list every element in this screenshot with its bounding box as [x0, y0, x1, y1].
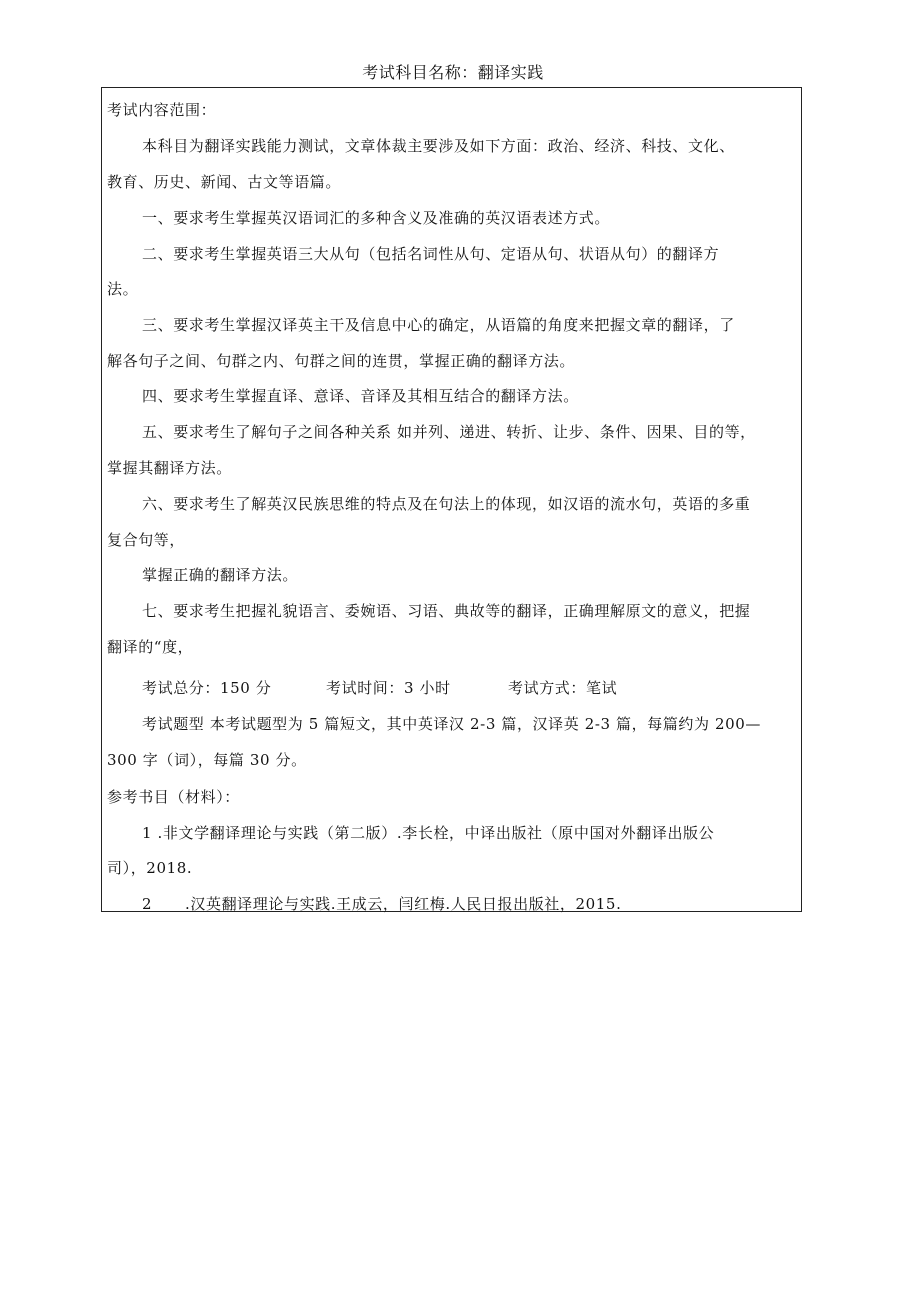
exam-mode: 考试方式：笔试 — [508, 679, 618, 697]
requirement-4: 四、要求考生掌握直译、意译、音译及其相互结合的翻译方法。 — [142, 387, 579, 405]
requirement-1: 一、要求考生掌握英汉语词汇的多种含义及准确的英汉语表述方式。 — [142, 209, 611, 227]
question-type-line-2: 300 字（词），每篇 30 分。 — [107, 751, 307, 769]
intro-line-1: 本科目为翻译实践能力测试，文章体裁主要涉及如下方面：政治、经济、科技、文化、 — [142, 137, 735, 155]
scope-label: 考试内容范围： — [107, 101, 217, 119]
content-table — [101, 87, 802, 912]
exam-info-row — [102, 678, 801, 698]
document-title: 考试科目名称：翻译实践 — [362, 63, 544, 82]
question-type-line-1: 考试题型 本考试题型为 5 篇短文，其中英译汉 2-3 篇，汉译英 2-3 篇，每篇约为 200— — [142, 715, 762, 733]
requirement-6-line-1: 六、要求考生了解英汉民族思维的特点及在句法上的体现，如汉语的流水句，英语的多重 — [142, 495, 751, 513]
requirement-2-line-2: 法。 — [107, 280, 139, 298]
references-label: 参考书目（材料）： — [107, 788, 240, 806]
requirement-5-line-2: 掌握其翻译方法。 — [107, 459, 232, 477]
exam-total-score: 考试总分：150 分 — [142, 679, 272, 697]
exam-duration: 考试时间：3 小时 — [326, 679, 451, 697]
requirement-3-line-2: 解各句子之间、句群之内、句群之间的连贯，掌握正确的翻译方法。 — [107, 352, 576, 370]
intro-line-2: 教育、历史、新闻、古文等语篇。 — [107, 173, 342, 191]
requirement-3-line-1: 三、要求考生掌握汉译英主干及信息中心的确定，从语篇的角度来把握文章的翻译，了 — [142, 316, 735, 334]
requirement-6-line-3: 掌握正确的翻译方法。 — [142, 566, 299, 584]
requirement-7-line-1: 七、要求考生把握礼貌语言、委婉语、习语、典故等的翻译，正确理解原文的意义，把握 — [142, 602, 751, 620]
reference-2-number: 2 — [142, 895, 153, 913]
requirement-5-line-1: 五、要求考生了解句子之间各种关系 如并列、递进、转折、让步、条件、因果、目的等， — [142, 423, 756, 441]
reference-2-text: .汉英翻译理论与实践.王成云，闫红梅.人民日报出版社，2015. — [185, 895, 622, 913]
requirement-6-line-2: 复合句等， — [107, 531, 186, 549]
reference-1-line-2: 司），2018. — [107, 859, 193, 877]
reference-1-line-1: 1 .非文学翻译理论与实践（第二版）.李长栓，中译出版社（原中国对外翻译出版公 — [142, 824, 715, 842]
requirement-7-line-2: 翻译的“度， — [107, 638, 194, 656]
requirement-2-line-1: 二、要求考生掌握英语三大从句（包括名词性从句、定语从句、状语从句）的翻译方 — [142, 245, 720, 263]
